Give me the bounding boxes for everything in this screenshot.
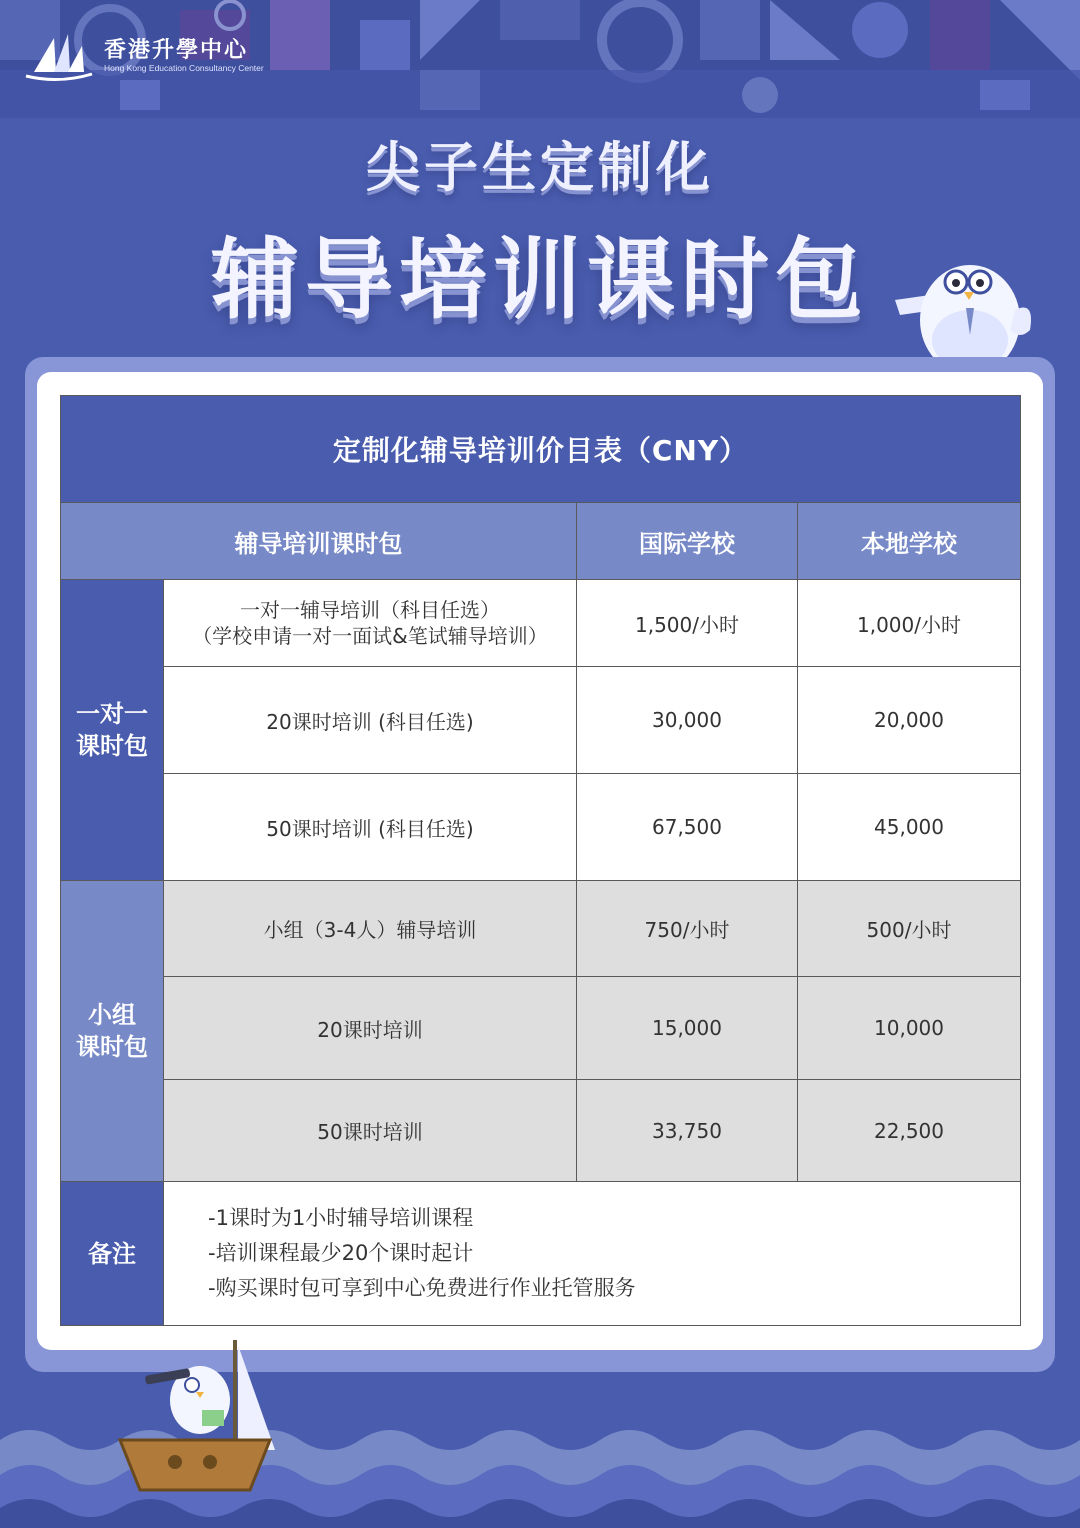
local-price: 10,000: [798, 977, 1021, 1080]
group-label-line1: 小组: [88, 1001, 136, 1029]
local-price: 20,000: [798, 667, 1021, 774]
brand-name-cn: 香港升學中心: [104, 37, 249, 63]
package-item: 50课时培训 (科目任选): [164, 774, 577, 881]
local-price: 500/小时: [798, 881, 1021, 977]
package-item: 50课时培训: [164, 1080, 577, 1182]
group-label-small-group: [61, 881, 164, 1182]
column-header-package: 辅导培训课时包: [61, 503, 577, 580]
group-label-line2: 课时包: [76, 732, 148, 760]
note-item: -购买课时包可享到中心免费进行作业托管服务: [208, 1276, 636, 1300]
headline-line2: 辅导培训课时包: [210, 228, 869, 331]
notes-row: [61, 1182, 1021, 1326]
package-item: 20课时培训: [164, 977, 577, 1080]
international-price: 33,750: [577, 1080, 798, 1182]
column-header-local: 本地学校: [798, 503, 1021, 580]
local-price: 1,000/小时: [798, 580, 1021, 667]
table-row: [61, 881, 1021, 977]
local-price: 45,000: [798, 774, 1021, 881]
table-row: [61, 1080, 1021, 1182]
mascot-bird-illustration: [890, 240, 1040, 370]
local-price: 22,500: [798, 1080, 1021, 1182]
notes-content: [164, 1182, 1021, 1326]
notes-label: 备注: [61, 1182, 164, 1326]
column-header-international: 国际学校: [577, 503, 798, 580]
note-item: -1课时为1小时辅导培训课程: [208, 1206, 474, 1230]
table-row: [61, 977, 1021, 1080]
price-table: [60, 395, 1021, 1326]
package-item-line1: 一对一辅导培训（科目任选）: [240, 598, 500, 622]
group-label-line2: 课时包: [76, 1033, 148, 1061]
package-item: 小组（3-4人）辅导培训: [164, 881, 577, 977]
package-item: 20课时培训 (科目任选): [164, 667, 577, 774]
sailboat-logo-icon: [24, 30, 94, 82]
headline-line1: 尖子生定制化: [366, 136, 714, 199]
table-row: [61, 667, 1021, 774]
note-item: -培训课程最少20个课时起计: [208, 1241, 474, 1265]
table-row: [61, 580, 1021, 667]
international-price: 1,500/小时: [577, 580, 798, 667]
table-title: 定制化辅导培训价目表（CNY）: [61, 396, 1021, 503]
package-item-line2: （学校申请一对一面试&笔试辅导培训）: [192, 624, 548, 648]
international-price: 15,000: [577, 977, 798, 1080]
group-label-line1: 一对一: [76, 700, 148, 728]
ship-mascot-illustration: [100, 1330, 290, 1510]
package-item: [164, 580, 577, 667]
table-row: [61, 774, 1021, 881]
group-label-one-on-one: [61, 580, 164, 881]
international-price: 30,000: [577, 667, 798, 774]
international-price: 750/小时: [577, 881, 798, 977]
brand-name-en: Hong Kong Education Consultancy Center: [104, 62, 264, 73]
international-price: 67,500: [577, 774, 798, 881]
brand-logo: [24, 30, 264, 82]
